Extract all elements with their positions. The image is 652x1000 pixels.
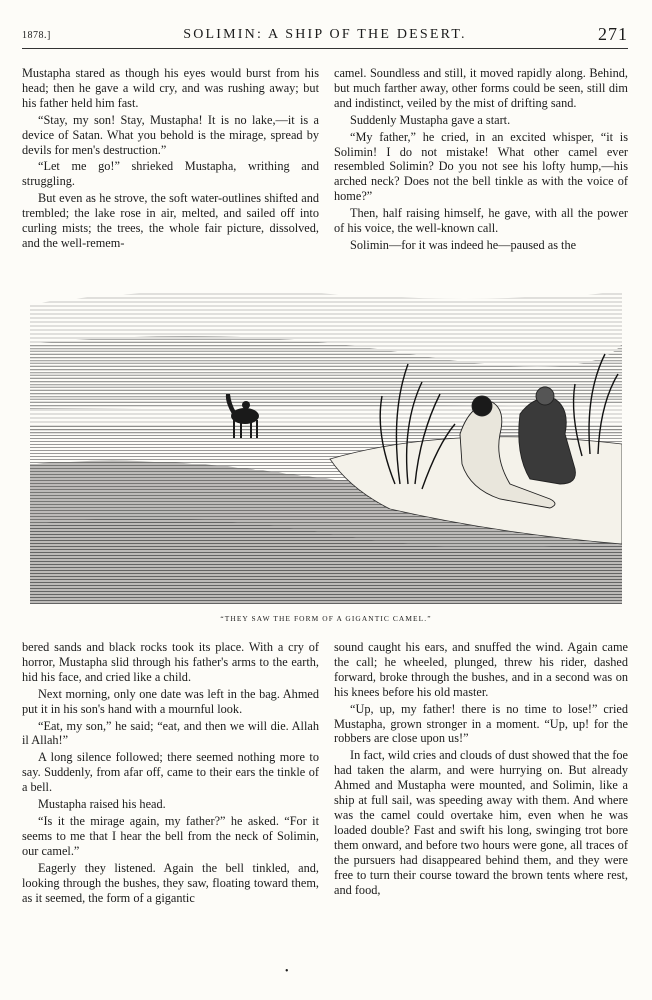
column-left-top — [22, 66, 319, 253]
paragraph: Solimin—for it was indeed he—paused as the — [350, 237, 577, 252]
paragraph: In fact, wild cries and clouds of dust showed that the foe had taken the alarm, and were hurrying on. But already Ahmed and Mustapha were mounted, and Solimin, like a ship at full sail, was speeding away with them. And where was the camel could overtake him, even when he was loaded double? Fast and swift his long, swinging trot bore them onward, and before two hours were gone, all traces of the pursuers had disappeared behind them, and they were free to turn their course toward the brown tents where rest, and food, — [334, 748, 628, 897]
paragraph: Then, half raising himself, he gave, with all the power of his voice, the well-known call. — [334, 206, 628, 236]
paragraph: But even as he strove, the soft water-outlines shifted and trembled; the lake rose in air, melted, and sailed off into curling mists; the trees, the whole fair picture, dissolved, and the well-remem- — [22, 191, 319, 250]
header-title: SOLIMIN: A SHIP OF THE DESERT. — [183, 27, 467, 42]
paragraph: “Eat, my son,” he said; “eat, and then we will die. Allah il Allah!” — [22, 718, 319, 748]
paragraph: sound caught his ears, and snuffed the wind. Again came the call; he wheeled, plunged, threw his rider, dashed forward, broke through the bushes, and in a second was on his knees before his old master. — [334, 640, 628, 699]
paragraph: A long silence followed; there seemed nothing more to say. Suddenly, from afar off, came to their ears the tinkle of a bell. — [22, 750, 319, 795]
column-right-bottom — [334, 640, 628, 899]
paragraph: Suddenly Mustapha gave a start. — [350, 112, 511, 127]
paragraph: camel. Soundless and still, it moved rapidly along. Behind, but much farther away, other forms could be seen, still dim and indistinct, veiled by the mist of drifting sand. — [334, 66, 628, 110]
paragraph: Mustapha raised his head. — [38, 797, 166, 812]
paragraph: “Stay, my son! Stay, Mustapha! It is no lake,—it is a device of Satan. What you behold is the mirage, spread by devils for men's destruction.” — [22, 112, 319, 157]
paragraph: “Up, up, my father! there is no time to lose!” cried Mustapha, grown stronger in a moment. “Up, up! for the robbers are close upon us!” — [334, 701, 628, 746]
column-right-top — [334, 66, 628, 255]
paragraph: “Is it the mirage again, my father?” he asked. “For it seems to me that I hear the bell from the neck of Solimin, our camel.” — [22, 813, 319, 858]
page-number: 271 — [598, 24, 628, 44]
footer-mark: • — [285, 966, 289, 977]
header-year: 1878.] — [22, 30, 51, 41]
illustration-caption: “THEY SAW THE FORM OF A GIGANTIC CAMEL.” — [220, 614, 432, 623]
paragraph: Next morning, only one date was left in the bag. Ahmed put it in his son's hand with a mournful look. — [22, 686, 319, 716]
column-left-bottom — [22, 640, 319, 907]
paragraph: Mustapha stared as though his eyes would burst from his head; then he gave a wild cry, and was rushing away; but his father held him fast. — [22, 66, 319, 110]
engraving-illustration — [30, 284, 622, 604]
paragraph: Eagerly they listened. Again the bell tinkled, and, looking through the bushes, they saw, floating toward them, as it seemed, the form of a gigantic — [22, 860, 319, 905]
paragraph: “Let me go!” shrieked Mustapha, writhing and struggling. — [22, 159, 319, 189]
running-header — [22, 24, 628, 49]
paragraph: “My father,” he cried, in an excited whisper, “it is Solimin! I do not mistake! What other camel ever resembled Solimin? Do you not see his lofty hump,—his arched neck? Does not the bell tinkle as with the voice of home?” — [334, 129, 628, 204]
paragraph: bered sands and black rocks took its place. With a cry of horror, Mustapha slid through his father's arms to the earth, hid his face, and cried like a child. — [22, 640, 319, 684]
